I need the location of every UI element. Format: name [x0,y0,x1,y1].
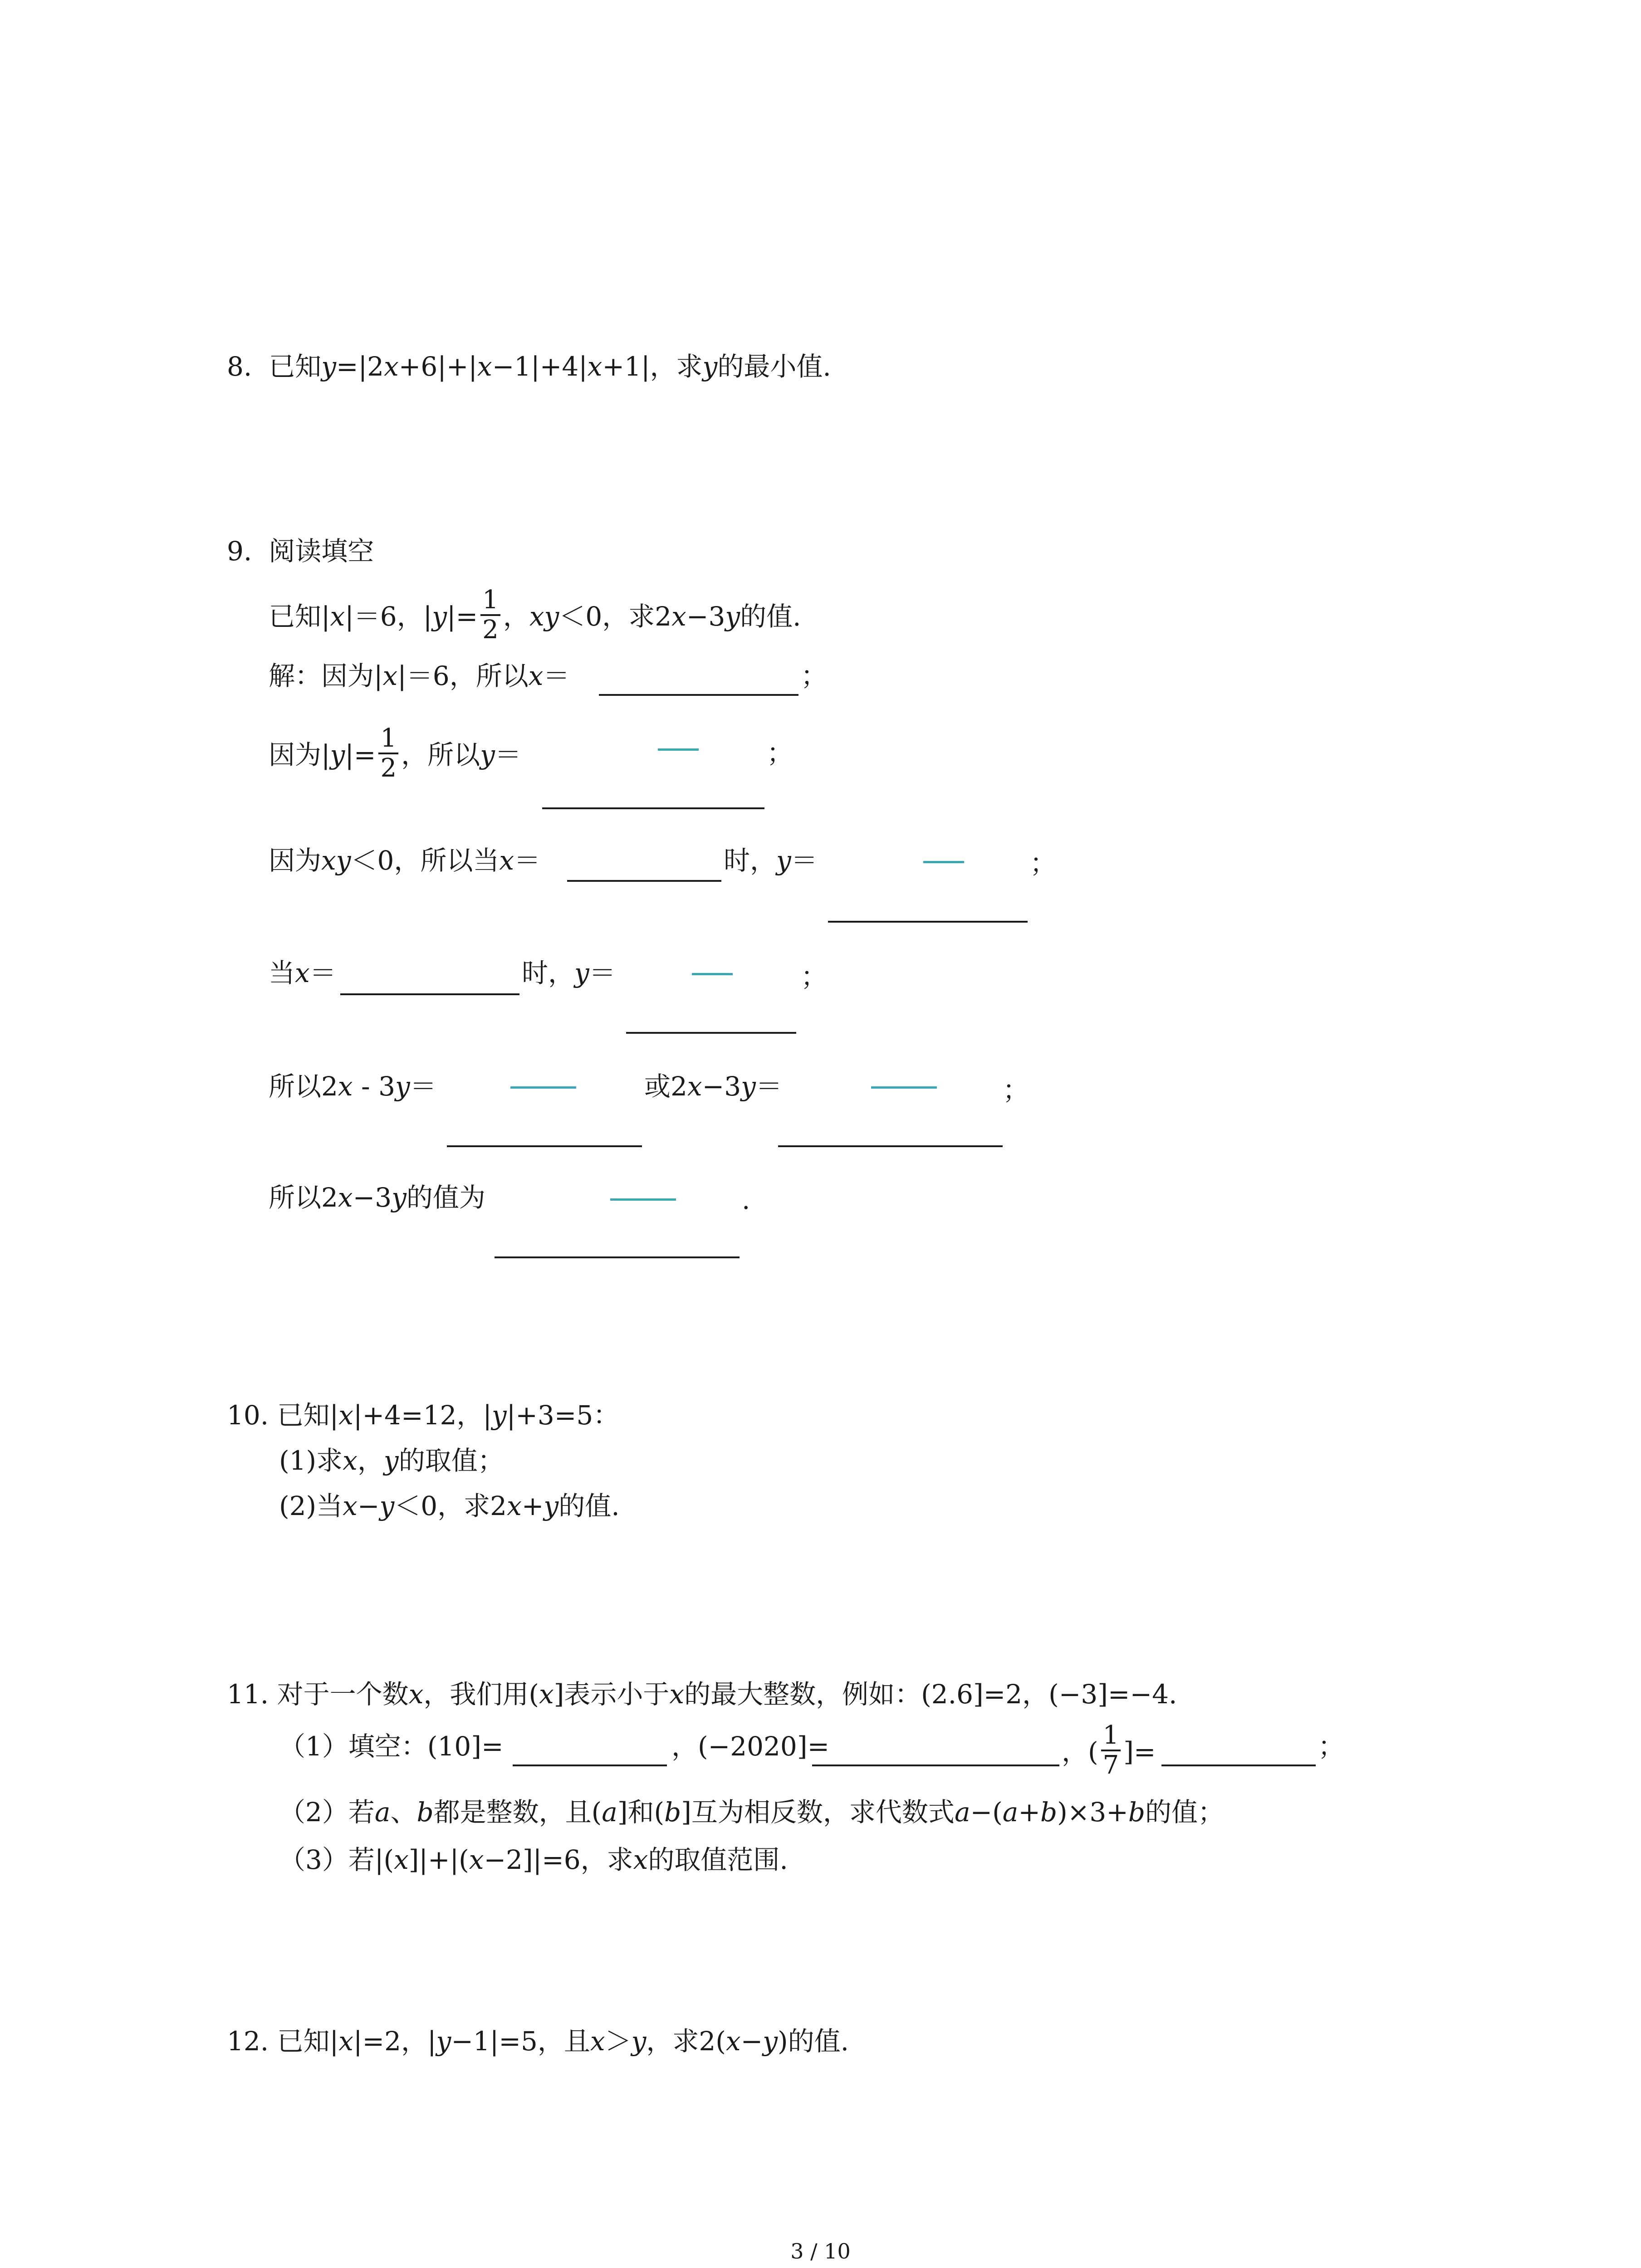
text: |=2，| [353,2026,436,2057]
answer-blank[interactable] [495,1256,740,1258]
text: 的值. [740,601,801,632]
var: x [338,1182,353,1213]
var: y [574,958,589,988]
text: 因为| [269,739,330,771]
var: a [374,1797,391,1828]
question-11-part-1-b: ，(−2020]= [671,1731,830,1762]
question-11-part-2 [279,1796,1224,1828]
fraction-denominator: 2 [380,753,397,783]
text: − [357,1491,380,1521]
text: −2]|=6，求 [484,1844,633,1875]
fraction-bar-placeholder [692,973,733,975]
text: 所以2 [269,1182,338,1213]
var: x [671,601,686,632]
var: x [394,1844,409,1875]
text: ]= [1123,1736,1156,1768]
fraction-bar-placeholder [871,1086,937,1089]
var: y [330,739,345,771]
var: x [338,2026,353,2057]
fraction [480,586,500,644]
semicolon: ； [801,961,828,992]
text: −( [970,1797,1003,1828]
var: y [702,351,718,382]
text: ＜0，所以当 [351,845,500,876]
text: 解：因为| [269,660,383,691]
fraction-numerator: 1 [378,724,398,754]
question-11-part-3 [279,1844,788,1876]
question-9-step-3 [269,845,540,876]
text: −3 [686,601,725,632]
text: ＝ [309,958,336,988]
var: y [436,2026,451,2057]
question-9-step-5-cont [644,1070,782,1102]
text: ]和( [617,1797,665,1828]
var: y [763,2026,778,2057]
text: =|2 [336,351,384,382]
answer-blank[interactable] [542,807,764,809]
text: − [740,2026,763,2057]
fraction-denominator: 7 [1102,1750,1119,1780]
answer-blank[interactable] [567,880,721,882]
var: y [383,1445,399,1476]
var: y [321,351,337,382]
text: |+3=5： [506,1400,620,1431]
text: 的最大整数，例如：(2.6]=2，(−3]=−4. [684,1679,1177,1710]
text: |= [345,739,376,771]
period: . [742,1184,750,1215]
text: |= [447,601,478,632]
text: - 3 [353,1071,395,1102]
text: −1|=5，且 [451,2026,590,2057]
var: x [343,1445,358,1476]
text: 所以2 [269,1071,338,1102]
semicolon: ； [1318,1731,1345,1762]
var: y [544,1491,559,1521]
var: x [469,1844,484,1875]
text: （1）填空：(10]= [279,1731,504,1762]
var: a [1002,1797,1019,1828]
answer-blank[interactable] [778,1145,1003,1147]
var: x [295,958,310,988]
text: ＝ [514,845,541,876]
var: xy [529,601,559,632]
text: （2）若 [279,1797,375,1828]
answer-blank[interactable] [599,694,798,696]
page-number: 3 / 10 [790,2239,851,2263]
text: −3 [353,1182,392,1213]
var: x [587,351,603,382]
text: ＝ [543,660,570,691]
var: x [725,2026,741,2057]
text: 的值； [1145,1797,1224,1828]
text: |+4=12，| [353,1400,492,1431]
text: (2)当 [279,1491,343,1521]
text: ，我们用( [423,1679,539,1710]
var: y [776,845,791,876]
question-11-part-1-c [1062,1721,1156,1783]
question-9-step-3-cont [724,845,818,876]
text: ，求2( [646,2026,726,2057]
text: +1|，求 [602,351,703,382]
question-11 [227,1678,1177,1710]
question-9-step-4-cont [522,957,616,989]
var: xy [321,845,351,876]
text: ＝ [589,958,616,988]
answer-blank[interactable] [340,993,519,995]
question-10 [227,1399,619,1431]
text: ＝ [410,1071,436,1102]
semicolon: ； [801,660,828,691]
var: x [507,1491,522,1521]
var: x [384,351,399,382]
text: 12. 已知| [227,2026,339,2057]
var: x [330,601,345,632]
var: x [669,1679,685,1710]
var: x [408,1679,424,1710]
var: a [954,1797,970,1828]
fraction-numerator: 1 [480,586,500,616]
var: x [382,660,398,691]
text: 时， [522,958,575,988]
var: x [343,1491,358,1521]
text: ， [503,601,529,632]
fraction [378,724,398,782]
text: |＝6，| [345,601,432,632]
semicolon: ； [1030,848,1057,879]
var: a [602,1797,617,1828]
var: b [416,1797,434,1828]
question-9-step-2 [269,723,521,786]
var: y [631,2026,647,2057]
text: + [521,1491,544,1521]
text: 时， [724,845,777,876]
text: ]表示小于 [554,1679,670,1710]
text: 或2 [644,1071,687,1102]
answer-blank[interactable] [812,1765,1059,1766]
var: y [379,1491,395,1521]
text: 11. 对于一个数 [227,1679,409,1710]
var: x [338,1071,353,1102]
fraction-bar-placeholder [923,861,964,863]
answer-blank[interactable] [447,1145,642,1147]
var: b [1128,1797,1145,1828]
text: 的最小值. [717,351,831,382]
text: 的取值； [398,1445,504,1476]
text: 、 [390,1797,417,1828]
var: x [539,1679,554,1710]
text: ，所以 [401,739,480,771]
var: y [395,1071,410,1102]
fraction-denominator: 2 [482,615,499,645]
var: y [725,601,740,632]
text: ， [357,1445,384,1476]
var: x [590,2026,605,2057]
text: )的值. [778,2026,849,2057]
question-9-title [227,535,374,567]
text: −3 [702,1071,741,1102]
text: + [1018,1797,1040,1828]
text: ＞ [605,2026,632,2057]
text: 的取值范围. [648,1844,788,1875]
question-8 [227,351,831,382]
fraction [1101,1721,1121,1779]
text: （3）若|( [279,1844,394,1875]
var: y [480,739,495,771]
text: 已知| [269,601,330,632]
text: 已知 [269,351,322,382]
fraction-bar-placeholder [510,1086,576,1089]
var: x [687,1071,702,1102]
text: ，( [1062,1736,1098,1768]
text: −1|+4| [492,351,588,382]
question-9-given [269,585,801,648]
text: 的值为 [406,1182,485,1213]
question-9-step-1 [269,660,569,692]
text: 因为 [269,845,322,876]
text: ＝ [755,1071,782,1102]
question-number: 9. [227,536,252,567]
var: y [432,601,447,632]
answer-blank[interactable] [1161,1765,1316,1766]
semicolon: ； [767,738,794,768]
var: x [499,845,514,876]
fraction-bar-placeholder [610,1198,676,1201]
var: b [664,1797,681,1828]
text: 的值. [558,1491,620,1521]
text: ＝ [791,845,818,876]
text: 当 [269,958,295,988]
question-9-step-6 [269,1182,485,1213]
question-9-step-5 [269,1070,436,1102]
fraction-bar-placeholder [658,748,699,751]
text: ]互为相反数，求代数式 [681,1797,955,1828]
text: 都是整数，且( [433,1797,602,1828]
var: y [741,1071,756,1102]
text: |＝6，所以 [397,660,529,691]
var: b [1040,1797,1058,1828]
question-10-part-1 [279,1445,504,1476]
var: y [392,1182,407,1213]
text: (1)求 [279,1445,343,1476]
var: x [528,660,544,691]
semicolon: ； [1003,1075,1029,1105]
text: +6|+| [398,351,477,382]
text: ＝ [495,739,521,771]
var: y [491,1400,507,1431]
text: )×3+ [1057,1797,1128,1828]
question-number: 8. [227,351,252,382]
var: x [338,1400,353,1431]
var: x [633,1844,648,1875]
question-9-step-4 [269,957,336,989]
answer-blank[interactable] [828,921,1028,923]
text: ＜0，求2 [394,1491,507,1521]
question-title: 阅读填空 [269,536,374,567]
answer-blank[interactable] [513,1765,667,1766]
text: ]|+|( [408,1844,469,1875]
text: 10. 已知| [227,1400,339,1431]
question-10-part-2 [279,1490,620,1522]
answer-blank[interactable] [626,1032,796,1034]
question-12 [227,2025,849,2057]
var: x [477,351,492,382]
question-11-part-1 [279,1730,504,1762]
fraction-numerator: 1 [1101,1721,1121,1751]
text: ＜0，求2 [559,601,672,632]
